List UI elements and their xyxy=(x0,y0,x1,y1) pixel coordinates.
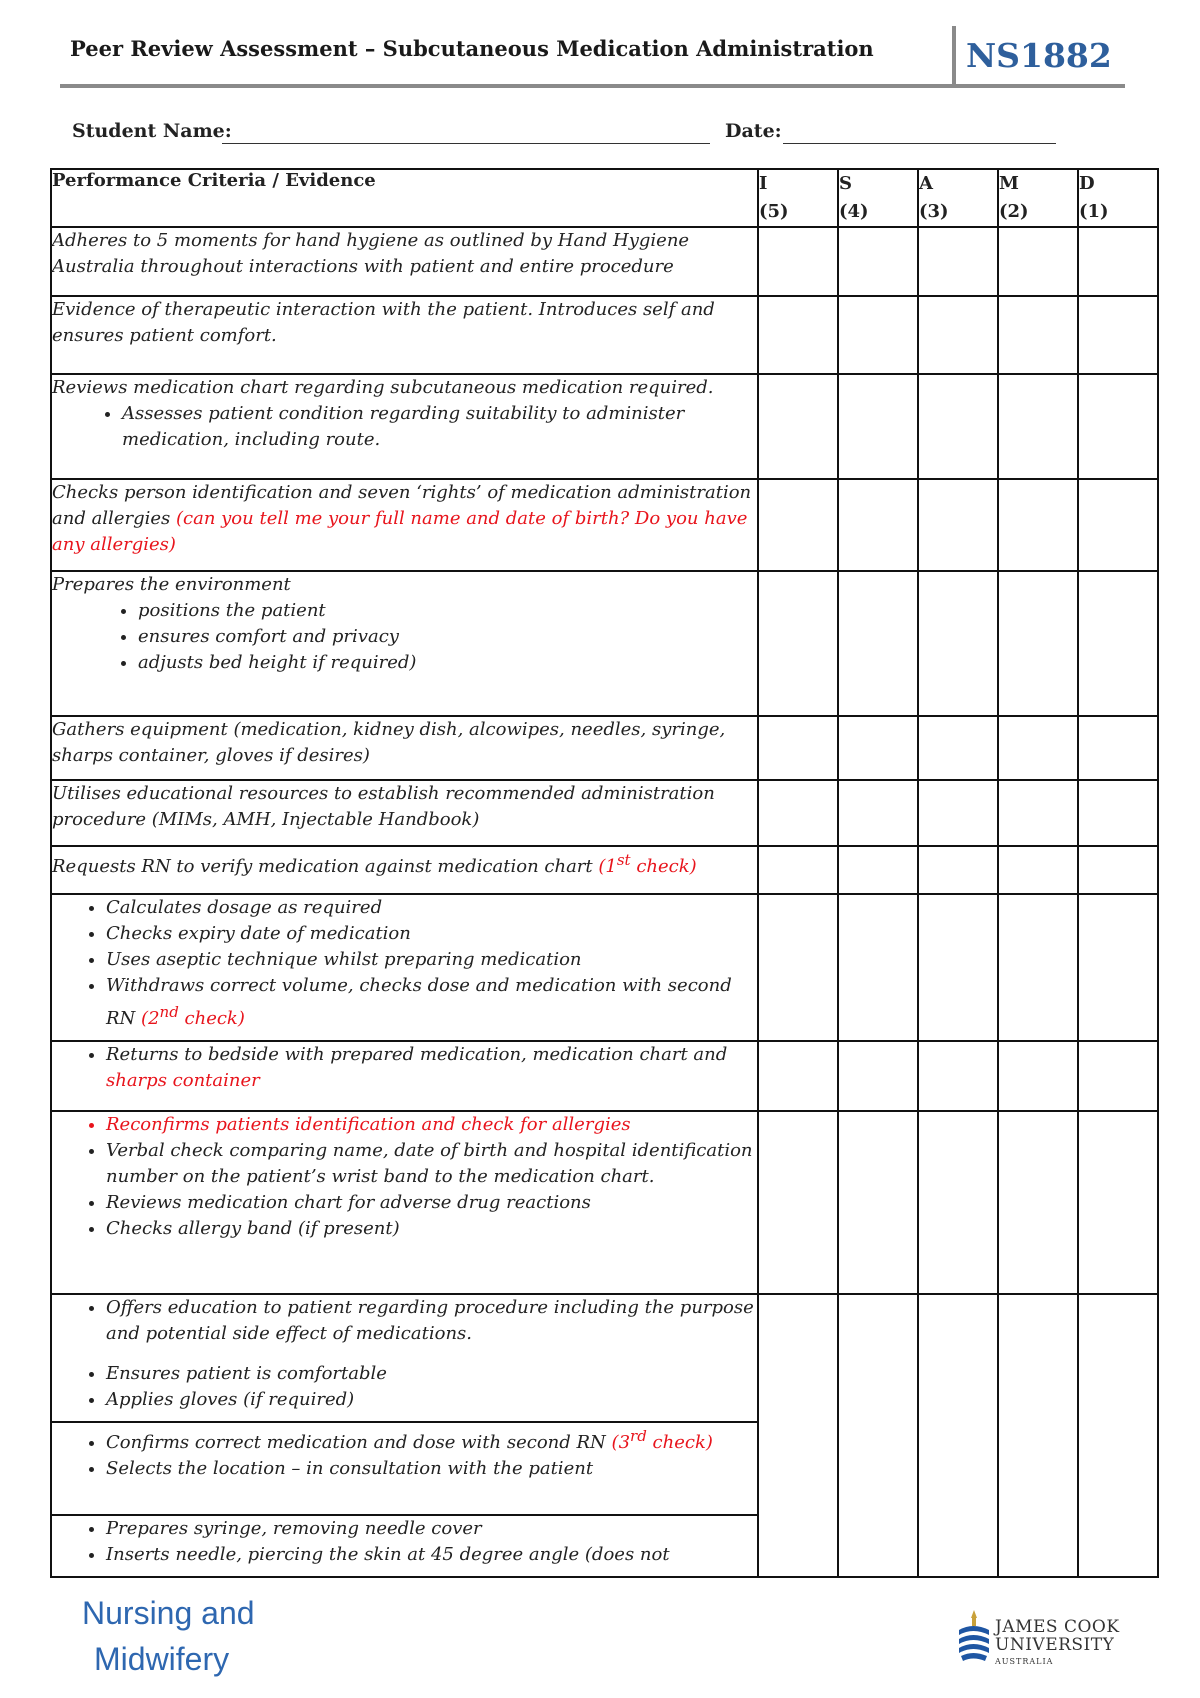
score-cell[interactable] xyxy=(998,894,1078,1041)
criteria-cell: Utilises educational resources to establish recommended administration procedure (MIMs, AMH, Injectable Handbook) xyxy=(51,780,758,846)
criteria-bullet: • Offers education to patient regarding procedure including the purpose and potential side effect of medications. xyxy=(106,1295,757,1347)
criteria-bullet: • adjusts bed height if required) xyxy=(138,650,757,676)
score-cell[interactable] xyxy=(1078,227,1158,296)
criteria-cell: Requests RN to verify medication against medication chart (1st check) xyxy=(51,846,758,894)
score-cell[interactable] xyxy=(758,374,838,479)
table-row xyxy=(51,1041,1158,1111)
faculty-line-1: Nursing and xyxy=(82,1595,255,1631)
criteria-bullet: • Reconfirms patients identification and check for allergies xyxy=(106,1112,757,1138)
score-cell[interactable] xyxy=(998,1294,1078,1577)
criteria-cell: Checks person identification and seven ‘rights’ of medication administration and allergies (can you tell me your full name and date of birth? Do you have any allergies) xyxy=(51,479,758,571)
score-cell[interactable] xyxy=(918,780,998,846)
header-divider xyxy=(952,26,956,86)
score-cell[interactable] xyxy=(758,1041,838,1111)
criteria-bullet: • Returns to bedside with prepared medication, medication chart and sharps container xyxy=(106,1042,757,1094)
score-cell[interactable] xyxy=(1078,296,1158,374)
table-row xyxy=(51,846,1158,894)
criteria-cell xyxy=(51,1294,758,1422)
score-cell[interactable] xyxy=(998,716,1078,780)
table-row xyxy=(51,780,1158,846)
table-row xyxy=(51,716,1158,780)
criteria-header: Performance Criteria / Evidence xyxy=(51,169,758,227)
criteria-bullet: • Checks expiry date of medication xyxy=(106,921,757,947)
student-name-field[interactable] xyxy=(222,143,710,144)
score-cell[interactable] xyxy=(838,479,918,571)
table-row xyxy=(51,374,1158,479)
score-cell[interactable] xyxy=(838,1294,918,1577)
table-row xyxy=(51,479,1158,571)
criteria-bullet: • Assesses patient condition regarding suitability to administer medication, including route. xyxy=(122,401,757,453)
score-cell[interactable] xyxy=(998,296,1078,374)
criteria-bullet: • Reviews medication chart for adverse drug reactions xyxy=(106,1190,757,1216)
header-rule xyxy=(60,84,1125,88)
table-row xyxy=(51,1111,1158,1294)
logo-line-1: JAMES COOK xyxy=(995,1617,1120,1637)
criteria-bullet: • Withdraws correct volume, checks dose and medication with second RN (2nd check) xyxy=(106,973,757,1032)
date-label: Date: xyxy=(725,120,782,142)
score-cell[interactable] xyxy=(1078,716,1158,780)
score-cell[interactable] xyxy=(918,479,998,571)
faculty-wordmark xyxy=(82,1590,255,1682)
criteria-bullet: • Uses aseptic technique whilst preparing medication xyxy=(106,947,757,973)
score-cell[interactable] xyxy=(838,716,918,780)
score-cell[interactable] xyxy=(838,780,918,846)
score-cell[interactable] xyxy=(1078,1041,1158,1111)
score-cell[interactable] xyxy=(918,374,998,479)
scale-header-s: S (4) xyxy=(838,169,918,227)
score-cell[interactable] xyxy=(1078,479,1158,571)
scale-header-m: M (2) xyxy=(998,169,1078,227)
criteria-bullet: • Selects the location – in consultation with the patient xyxy=(106,1456,757,1482)
score-cell[interactable] xyxy=(758,1294,838,1577)
score-cell[interactable] xyxy=(838,571,918,716)
criteria-cell xyxy=(51,1422,758,1515)
table-row xyxy=(51,571,1158,716)
jcu-logo-text xyxy=(995,1618,1120,1666)
score-cell[interactable] xyxy=(918,846,998,894)
criteria-cell xyxy=(51,894,758,1041)
score-cell[interactable] xyxy=(758,571,838,716)
scale-header-d: D (1) xyxy=(1078,169,1158,227)
assessment-table xyxy=(50,168,1159,1578)
score-cell[interactable] xyxy=(918,1294,998,1577)
score-cell[interactable] xyxy=(838,374,918,479)
score-cell[interactable] xyxy=(758,846,838,894)
score-cell[interactable] xyxy=(918,1041,998,1111)
faculty-line-2: Midwifery xyxy=(94,1641,230,1677)
score-cell[interactable] xyxy=(918,716,998,780)
score-cell[interactable] xyxy=(838,894,918,1041)
score-cell[interactable] xyxy=(758,479,838,571)
score-cell[interactable] xyxy=(998,227,1078,296)
score-cell[interactable] xyxy=(918,296,998,374)
score-cell[interactable] xyxy=(758,780,838,846)
date-field[interactable] xyxy=(783,143,1056,144)
criteria-cell xyxy=(51,1111,758,1294)
score-cell[interactable] xyxy=(918,227,998,296)
score-cell[interactable] xyxy=(758,894,838,1041)
criteria-cell xyxy=(51,374,758,479)
score-cell[interactable] xyxy=(838,296,918,374)
criteria-bullet: • Ensures patient is comfortable xyxy=(106,1361,757,1387)
criteria-bullet: • ensures comfort and privacy xyxy=(138,624,757,650)
criteria-bullet: • Applies gloves (if required) xyxy=(106,1387,757,1413)
score-cell[interactable] xyxy=(998,1041,1078,1111)
criteria-cell xyxy=(51,571,758,716)
scale-header-i: I (5) xyxy=(758,169,838,227)
logo-line-3: AUSTRALIA xyxy=(995,1657,1054,1666)
document-title: Peer Review Assessment – Subcutaneous Medication Administration xyxy=(70,36,874,61)
criteria-bullet: • Verbal check comparing name, date of birth and hospital identification number on the patient’s wrist band to the medication chart. xyxy=(106,1138,757,1190)
table-row xyxy=(51,894,1158,1041)
criteria-text: Prepares the environment xyxy=(52,574,291,595)
table-row xyxy=(51,296,1158,374)
score-cell[interactable] xyxy=(918,894,998,1041)
score-cell[interactable] xyxy=(758,296,838,374)
score-cell[interactable] xyxy=(758,716,838,780)
criteria-bullet: • Checks allergy band (if present) xyxy=(106,1216,757,1242)
criteria-bullet: • Calculates dosage as required xyxy=(106,895,757,921)
score-cell[interactable] xyxy=(1078,571,1158,716)
score-cell[interactable] xyxy=(838,227,918,296)
criteria-bullet: • positions the patient xyxy=(138,598,757,624)
score-cell[interactable] xyxy=(998,374,1078,479)
score-cell[interactable] xyxy=(998,479,1078,571)
criteria-bullet: • Inserts needle, piercing the skin at 45 degree angle (does not xyxy=(106,1542,757,1568)
score-cell[interactable] xyxy=(998,846,1078,894)
scale-header-a: A (3) xyxy=(918,169,998,227)
score-cell[interactable] xyxy=(998,780,1078,846)
criteria-cell: Gathers equipment (medication, kidney dish, alcowipes, needles, syringe, sharps container, gloves if desires) xyxy=(51,716,758,780)
criteria-bullet: • Prepares syringe, removing needle cover xyxy=(106,1516,757,1542)
table-header-row xyxy=(51,169,1158,227)
score-cell[interactable] xyxy=(918,571,998,716)
criteria-cell: Adheres to 5 moments for hand hygiene as outlined by Hand Hygiene Australia throughout interactions with patient and entire procedure xyxy=(51,227,758,296)
score-cell[interactable] xyxy=(1078,1294,1158,1577)
course-code: NS1882 xyxy=(966,36,1112,75)
score-cell[interactable] xyxy=(758,1111,838,1294)
score-cell[interactable] xyxy=(838,1041,918,1111)
score-cell[interactable] xyxy=(758,227,838,296)
score-cell[interactable] xyxy=(1078,374,1158,479)
score-cell[interactable] xyxy=(838,1111,918,1294)
table-row xyxy=(51,1294,1158,1422)
criteria-cell xyxy=(51,1041,758,1111)
criteria-cell xyxy=(51,1515,758,1577)
criteria-bullet: • Confirms correct medication and dose with second RN (3rd check) xyxy=(106,1423,757,1456)
score-cell[interactable] xyxy=(998,1111,1078,1294)
score-cell[interactable] xyxy=(838,846,918,894)
score-cell[interactable] xyxy=(1078,894,1158,1041)
score-cell[interactable] xyxy=(1078,1111,1158,1294)
logo-line-2: UNIVERSITY xyxy=(995,1635,1115,1655)
criteria-cell: Evidence of therapeutic interaction with the patient. Introduces self and ensures patient comfort. xyxy=(51,296,758,374)
criteria-text: Reviews medication chart regarding subcutaneous medication required. xyxy=(52,377,714,398)
table-row xyxy=(51,227,1158,296)
student-name-label: Student Name: xyxy=(72,120,232,142)
score-cell[interactable] xyxy=(998,571,1078,716)
score-cell[interactable] xyxy=(918,1111,998,1294)
score-cell[interactable] xyxy=(1078,846,1158,894)
score-cell[interactable] xyxy=(1078,780,1158,846)
